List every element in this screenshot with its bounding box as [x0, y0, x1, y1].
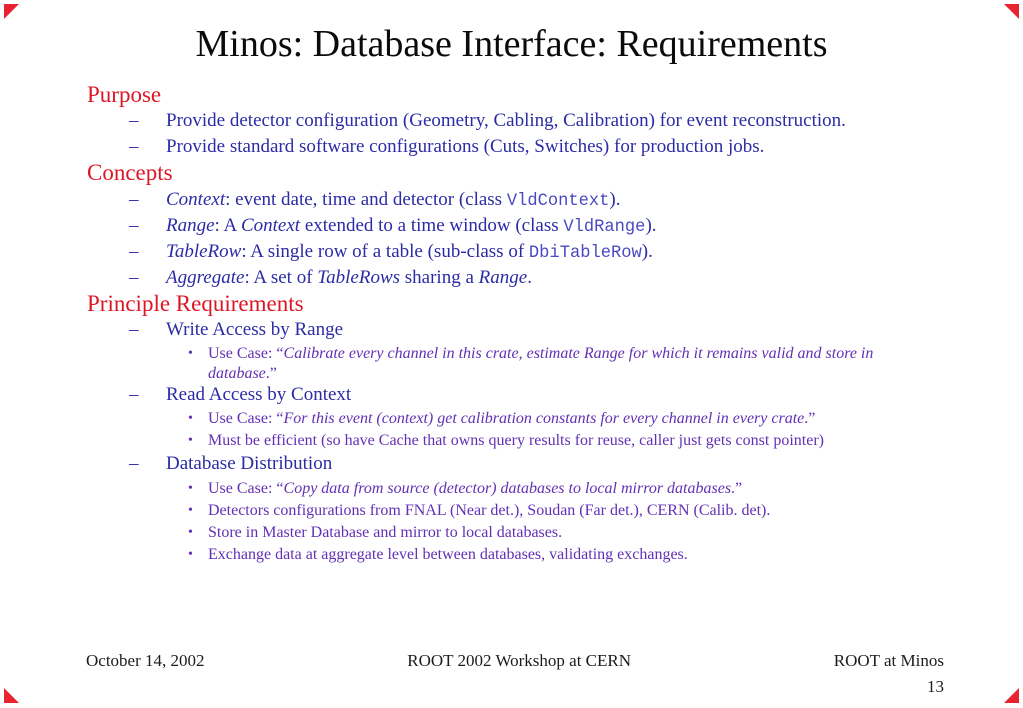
outline-item-text: Provide detector configuration (Geometry, Cabling, Calibration) for event reconstruction.	[166, 110, 846, 131]
footer-date: October 14, 2002	[86, 651, 205, 670]
outline-item-text: ).	[641, 241, 653, 262]
dot-bullet-icon: •	[188, 411, 193, 426]
dash-bullet-icon: –	[129, 189, 139, 210]
outline-item-text: ).	[609, 189, 621, 210]
term: TableRows	[317, 267, 401, 288]
corner-marker-icon	[4, 4, 19, 19]
term: Aggregate	[166, 267, 245, 288]
sub-item-efficient	[186, 431, 983, 451]
outline-item-text: : A single row of a table (sub-class of	[241, 241, 529, 262]
dash-bullet-icon: –	[129, 241, 139, 262]
term: Range	[166, 215, 215, 236]
use-case-end: .”	[804, 410, 816, 427]
outline-item-provide-software-config	[129, 135, 983, 159]
dot-bullet-icon: •	[188, 346, 193, 361]
class-name-code: VldContext	[506, 192, 610, 211]
sub-item-store	[186, 523, 983, 543]
class-name-code: VldRange	[563, 218, 646, 237]
dash-bullet-icon: –	[129, 136, 139, 157]
dot-bullet-icon: •	[188, 503, 193, 518]
footer-right-text: ROOT at Minos	[833, 651, 944, 670]
outline-item-text: : A	[214, 215, 241, 236]
page-number: 13	[927, 677, 944, 696]
use-case-label: Use Case: “	[208, 345, 284, 362]
outline-item-tablerow	[129, 240, 983, 266]
footer-center-text: ROOT 2002 Workshop at CERN	[407, 651, 632, 670]
corner-marker-icon	[1004, 4, 1019, 19]
use-case-quote: Calibrate every channel in this crate, estimate Range for which it remains valid and store in database	[208, 345, 874, 382]
outline-item-text: extended to a time window (class	[300, 215, 564, 236]
dash-bullet-icon: –	[129, 319, 139, 340]
dash-bullet-icon: –	[129, 110, 139, 131]
dash-bullet-icon: –	[129, 267, 139, 288]
outline-item-text: Write Access by Range	[166, 319, 344, 340]
outline-item-text: .	[527, 267, 532, 288]
outline-item-text: Database Distribution	[166, 453, 333, 474]
outline-item-text: : event date, time and detector (class	[225, 189, 507, 210]
sub-item-text: Must be efficient (so have Cache that owns query results for reuse, caller just gets const pointer)	[208, 432, 824, 449]
dash-bullet-icon: –	[129, 384, 139, 405]
corner-marker-icon	[1004, 688, 1019, 703]
sub-item-exchange	[186, 545, 983, 565]
class-name-code: DbiTableRow	[528, 244, 642, 263]
outline-item-text: Provide standard software configurations (Cuts, Switches) for production jobs.	[166, 136, 765, 157]
use-case-distribution	[186, 479, 983, 499]
corner-marker-icon	[4, 688, 19, 703]
use-case-end: .”	[265, 364, 277, 382]
outline-item-text: Read Access by Context	[166, 384, 352, 405]
term: Range	[478, 267, 528, 288]
sub-item-text: Store in Master Database and mirror to local databases.	[208, 524, 563, 541]
dash-bullet-icon: –	[129, 453, 139, 474]
sub-item-text: Exchange data at aggregate level between databases, validating exchanges.	[208, 546, 688, 563]
outline-item-aggregate	[129, 266, 983, 290]
footer	[86, 651, 944, 671]
outline-item-text: : A set of	[244, 267, 318, 288]
use-case-quote: For this event (context) get calibration constants for every channel in every crate	[283, 410, 805, 427]
term: TableRow	[166, 241, 242, 262]
outline-item-text: ).	[645, 215, 657, 236]
dash-bullet-icon: –	[129, 215, 139, 236]
sub-item-text: Detectors configurations from FNAL (Near det.), Soudan (Far det.), CERN (Calib. det).	[208, 502, 771, 519]
use-case-write	[186, 344, 983, 383]
section-heading-purpose: Purpose	[87, 82, 162, 107]
section-heading-principle-requirements: Principle Requirements	[87, 291, 304, 316]
outline-item-context	[129, 188, 983, 214]
use-case-read	[186, 409, 983, 429]
sub-item-detectors	[186, 501, 983, 521]
outline-item-provide-detector-config	[129, 109, 983, 133]
dot-bullet-icon: •	[188, 525, 193, 540]
use-case-quote: Copy data from source (detector) databases to local mirror databases	[283, 480, 732, 497]
dot-bullet-icon: •	[188, 481, 193, 496]
outline-item-database-distribution	[129, 452, 983, 476]
dot-bullet-icon: •	[188, 547, 193, 562]
outline-item-range	[129, 214, 983, 240]
use-case-label: Use Case: “	[208, 410, 284, 427]
outline-item-text: sharing a	[400, 267, 479, 288]
outline-item-write-access	[129, 318, 983, 342]
term: Context	[240, 215, 301, 236]
use-case-end: .”	[731, 480, 743, 497]
term: Context	[166, 189, 226, 210]
section-heading-concepts: Concepts	[87, 160, 173, 185]
outline-item-read-access	[129, 383, 983, 407]
dot-bullet-icon: •	[188, 433, 193, 448]
slide-title: Minos: Database Interface: Requirements	[195, 23, 828, 65]
use-case-label: Use Case: “	[208, 480, 284, 497]
